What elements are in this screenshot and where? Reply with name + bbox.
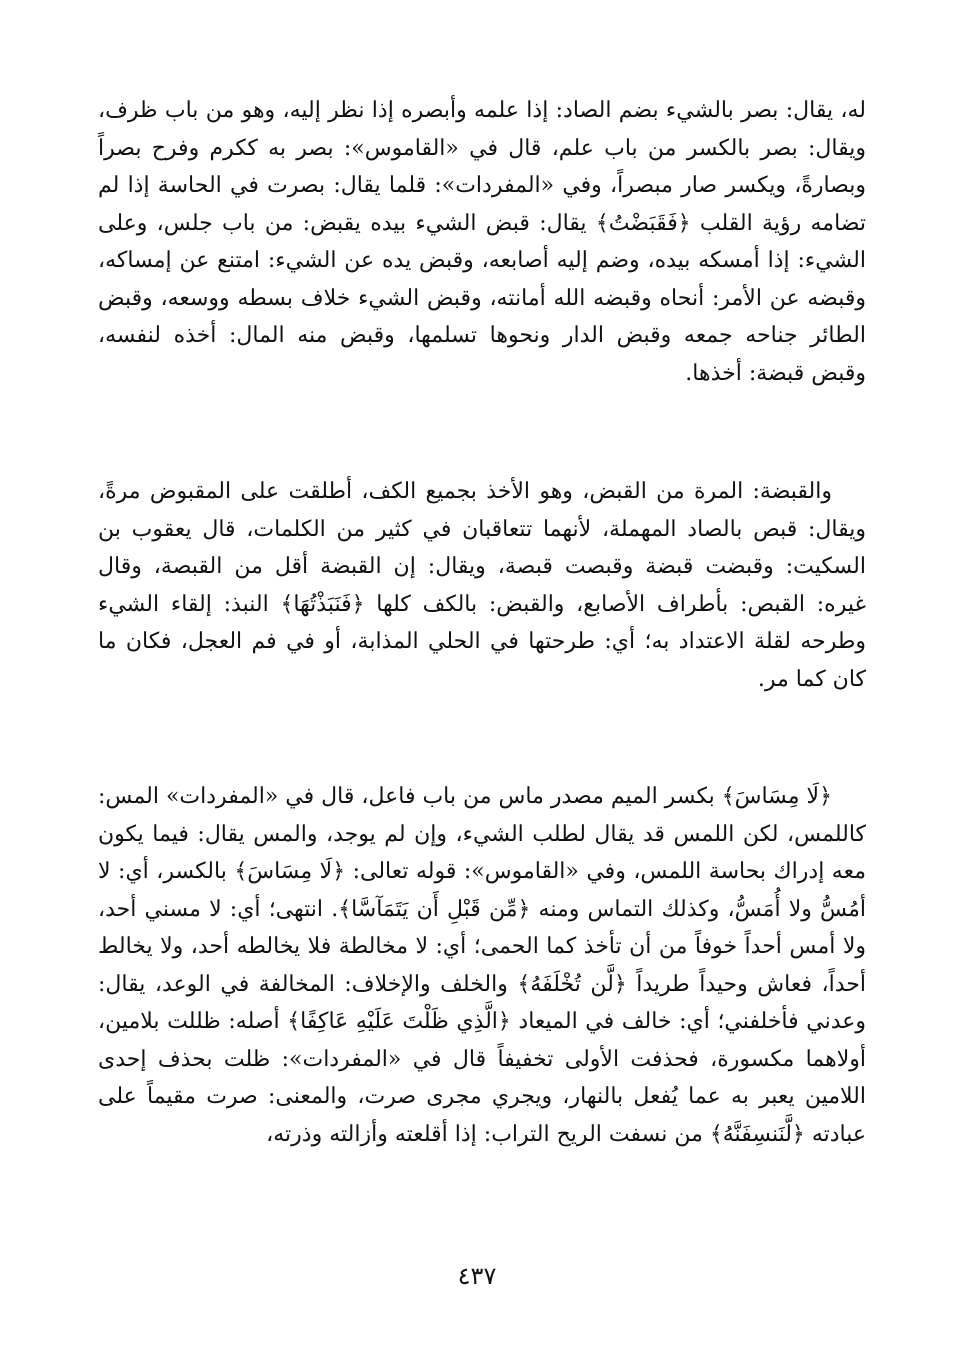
paragraph-3 [98,778,866,1153]
paragraph-2 [98,473,866,698]
paragraph-1-text: له، يقال: بصر بالشيء بضم الصاد: إذا علمه وأبصره إذا نظر إليه، وهو من باب ظرف، ويقال: بصر بالكسر من باب علم، قال في «القاموس»: بصر به ككرم وفرح بصراً وبصارةً، ويكسر صار مبصراً، وفي «المفردات»: قلما يقال: بصرت في الحاسة إذا لم تضامه رؤية القلب ﴿فَقَبَضْتُ﴾ يقال: قبض الشيء بيده يقبض: من باب جلس، وعلى الشيء: إذا أمسكه بيده، وضم إليه أصابعه، وقبض يده عن الشيء: امتنع عن إمساكه، وقبضه عن الأمر: أنحاه وقبضه الله أمانته، وقبض الشيء خلاف بسطه ووسعه، وقبض الطائر جناحه جمعه وقبض الدار ونحوها تسلمها، وقبض منه المال: أخذه لنفسه، وقبض قبضة: أخذها. [98,98,866,386]
paragraph-1 [98,92,866,392]
paragraph-2-text: والقبضة: المرة من القبض، وهو الأخذ بجميع الكف، أطلقت على المقبوض مرةً، ويقال: قبص بالصاد المهملة، لأنهما تتعاقبان في كثير من الكلمات، قال يعقوب بن السكيت: وقبضت قبضة وقبصت قبصة، ويقال: إن القبضة أقل من القبصة، وقال غيره: القبص: بأطراف الأصابع، والقبض: بالكف كلها ﴿فَنَبَذْتُهَا﴾ النبذ: إلقاء الشيء وطرحه لقلة الاعتداد به؛ أي: طرحتها في الحلي المذابة، أو في فم العجل، فكان ما كان كما مر. [98,479,866,692]
page-number: ٤٣٧ [457,1262,497,1290]
paragraph-3-text: ﴿لَا مِسَاسَ﴾ بكسر الميم مصدر ماس من باب فاعل، قال في «المفردات» المس: كاللمس، لكن اللمس قد يقال لطلب الشيء، وإن لم يوجد، والمس يقال: فيما يكون معه إدراك بحاسة اللمس، وفي «القاموس»: قوله تعالى: ﴿لَا مِسَاسَ﴾ بالكسر، أي: لا أمُسُّ ولا أُمَسُّ، وكذلك التماس ومنه ﴿مِّن قَبْلِ أَن يَتَمَآسَّا﴾. انتهى؛ أي: لا مسني أحد، ولا أمس أحداً خوفاً من أن تأخذ كما الحمى؛ أي: لا مخالطة فلا يخالطه أحد، ولا يخالط أحداً، فعاش وحيداً طريداً ﴿لَّن تُخْلَفَهُ﴾ والخلف والإخلاف: المخالفة في الوعد، يقال: وعدني فأخلفني؛ أي: خالف في الميعاد ﴿الَّذِي ظَلْتَ عَلَيْهِ عَاكِفًا﴾ أصله: ظللت بلامين، أولاهما مكسورة، فحذفت الأولى تخفيفاً قال في «المفردات»: ظلت بحذف إحدى اللامين يعبر به عما يُفعل بالنهار، ويجري مجرى صرت، والمعنى: صرت مقيماً على عبادته ﴿لَّنَنسِفَنَّهُ﴾ من نسفت الريح التراب: إذا أقلعته وأزالته وذرته، [97,784,867,1147]
